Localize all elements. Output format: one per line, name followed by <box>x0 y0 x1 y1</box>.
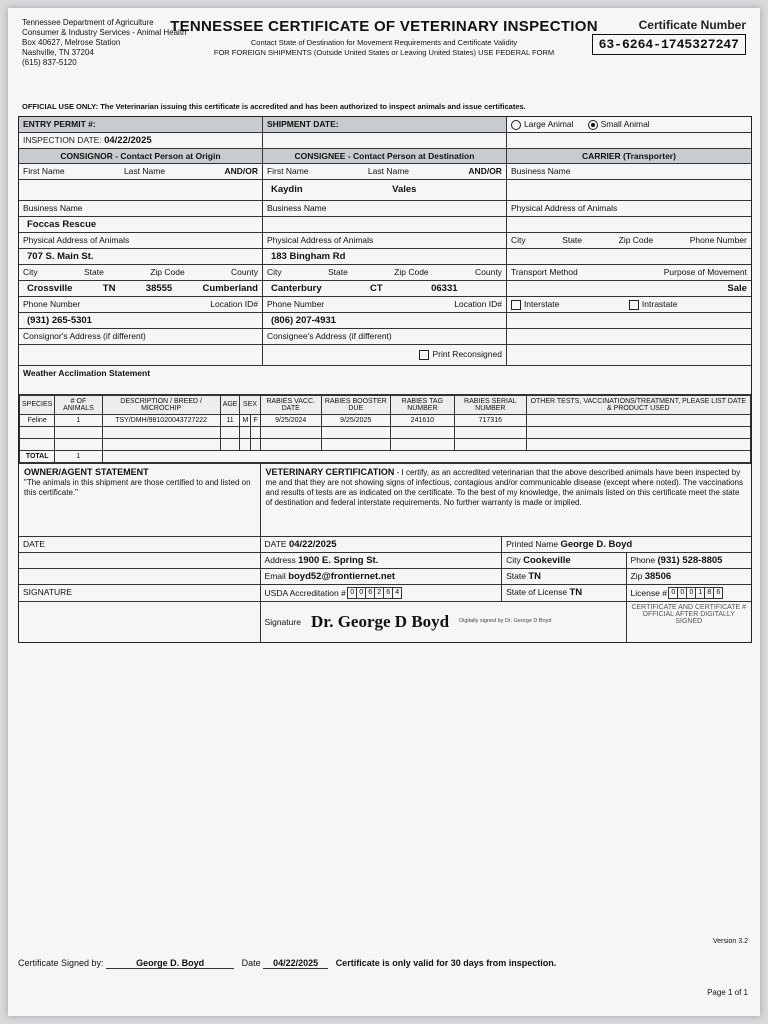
validity-note: Certificate is only valid for 30 days from inspection. <box>335 958 557 968</box>
vet-city: Cookeville <box>523 554 571 566</box>
digital-signature-stamp: Digitally signed by Dr. George D Boyd <box>459 618 552 625</box>
carrier-heading: CARRIER (Transporter) <box>507 149 751 163</box>
col-booster: RABIES BOOSTER DUE <box>321 395 390 414</box>
consignee-heading: CONSIGNEE - Contact Person at Destination <box>263 149 507 163</box>
small-animal-option[interactable]: Small Animal <box>588 119 650 130</box>
large-animal-option[interactable]: Large Animal <box>511 119 574 130</box>
col-tag: RABIES TAG NUMBER <box>390 395 454 414</box>
consignee-city: Canterbury <box>270 282 322 294</box>
intrastate-option[interactable]: Intrastate <box>629 299 677 310</box>
consignor-phone: (931) 265-5301 <box>27 314 92 326</box>
print-reconsigned-option[interactable]: Print Reconsigned <box>419 349 501 360</box>
animal-size-options <box>507 117 751 132</box>
animal-table <box>19 395 751 463</box>
col-count: # OF ANIMALS <box>55 395 102 414</box>
footer: Certificate Signed by: George D. Boyd Date 04/22/2025 Certificate is only valid for 30 days from inspection. <box>18 958 557 968</box>
vet-signature: Dr. George D Boyd <box>310 611 450 631</box>
owner-date-label: DATE <box>19 537 261 552</box>
official-use-line: OFFICIAL USE ONLY: The Veterinarian issuing this certificate is accredited and has been authorized to inspect animals and issue certificates. <box>22 102 526 111</box>
certificate-form: ENTRY PERMIT #: SHIPMENT DATE: Large Animal Small Animal INSPECTION DATE: 04/22/2025 CONSIGNOR - Contact Person at Origin CONSIGNEE - Contact Person at Destination CARRIER (Transporter) First Name Last Name AND/OR Business Name Foccas Rescue Physical Address of Animals 707 S. Main St. City State Zip Code County Crossville TN 38555 Cumberland Phone Number Location ID# (931) 265-5301 Consignor's Address (if different) First Name Last Name AND/OR Kaydin Vales Business Name Physical Address of Animals 183 Bingham Rd City State Zip Code County Canterbury CT 06331 Phone Number Location ID# (806) 207-4931 Consignee's Address (if different) Print Reconsigned Business Name Physical Address of Animals City State Zip Code Phone Number Transport Method Purpose of Movement Sale Interstate Intrastate Weather Acclimation Statement SPECIES # OF ANIMALS DESCRIPTION / BREED / MICROCHIP AGE SEX RABIES VACC. DATE RABIES BOOSTER DUE RABIES TAG NUMBER RABIES SERIAL NUMBER OTHER TESTS, VACCINATIONS/TREATMENT, PLEASE LIST DATE & PRODUCT USED Feline 1 TSY/DMH/981020043727222 11 M F 9/25/2024 9/25/2025 241610 717316 TOTAL 1 OWNER/AGENT STATEMENT "The animals in this shipment are those certified to and listed on this certificate." VETERINARY CERTIFICATION - I certify, as an accredited veterinarian that the above described animals have been inspected by me and that they are not showing signs of infectious, contagious and/or communicable disease (except where noted). The vaccinations and results of tests are as indicated on the certificate. To the best of my knowledge, the animals listed on this certificate meet the state of destination and federal interstate requirements. No further warranty is made or implied. DATE DATE 04/22/2025 Printed Name George D. Boyd Address 1900 E. Spring St. City Cookeville Phone (931) 528-8805 Email boyd52@frontiernet.net State TN Zip 38506 SIGNATURE USDA Accreditation # 0 0 6 2 6 4 State of License TN License # 0 0 0 1 8 6 Signature Dr. George D Boyd Digitally signed by Dr. George D Boyd CERTIFICATE AND CERTIFICATE # OFFICIAL AFTER DIGITALLY SIGNED <box>18 116 752 643</box>
consignee-last-name: Vales <box>392 184 417 196</box>
certificate-number-label: Certificate Number <box>638 18 746 32</box>
vet-email: boyd52@frontiernet.net <box>288 570 396 582</box>
purpose-of-movement: Sale <box>727 282 747 294</box>
col-species: SPECIES <box>20 395 55 414</box>
consignee-phone: (806) 207-4931 <box>270 314 336 326</box>
vet-signature-field: Signature Dr. George D Boyd Digitally signed by Dr. George D Boyd <box>261 602 627 642</box>
owner-agent-statement: OWNER/AGENT STATEMENT "The animals in this shipment are those certified to and listed on this certificate." <box>19 464 261 536</box>
vet-state: TN <box>528 570 541 582</box>
col-vacc-date: RABIES VACC. DATE <box>260 395 321 414</box>
vet-date: 04/22/2025 <box>288 538 337 550</box>
document-title: TENNESSEE CERTIFICATE OF VETERINARY INSPECTION <box>170 18 598 35</box>
col-sex: SEX <box>240 395 260 414</box>
weather-acclimation: Weather Acclimation Statement <box>19 366 751 395</box>
checkbox-icon <box>511 300 521 310</box>
consignor-heading: CONSIGNOR - Contact Person at Origin <box>19 149 263 163</box>
consignee-first-name: Kaydin <box>270 184 303 196</box>
table-row <box>20 426 751 438</box>
col-description: DESCRIPTION / BREED / MICROCHIP <box>102 395 220 414</box>
inspection-date: INSPECTION DATE: 04/22/2025 <box>19 133 263 148</box>
col-other: OTHER TESTS, VACCINATIONS/TREATMENT, PLEASE LIST DATE & PRODUCT USED <box>526 395 750 414</box>
vet-printed-name: George D. Boyd <box>560 538 633 550</box>
carrier-section: Business Name Physical Address of Animals City State Zip Code Phone Number Transport Method Purpose of Movement Sale Interstate Intrastate <box>507 164 751 365</box>
veterinary-certification: VETERINARY CERTIFICATION - I certify, as an accredited veterinarian that the above described animals have been inspected by me and that they are not showing signs of infectious, contagious and/or communicable disease (except where noted). The vaccinations and results of tests are as indicated on the certificate. To the best of my knowledge, the animals listed on this certificate meet the state of destination and federal interstate requirements. No further warranty is made or implied. <box>265 466 744 507</box>
table-total-row: TOTAL 1 <box>20 450 751 462</box>
consignor-section: First Name Last Name AND/OR Business Name Foccas Rescue Physical Address of Animals 707 S. Main St. City State Zip Code County Crossville TN 38555 Cumberland Phone Number Location ID# (931) 265-5301 Consignor's Address (if different) <box>19 164 263 365</box>
entry-permit-label: ENTRY PERMIT #: <box>19 117 263 132</box>
accreditation-number: 0 0 6 2 6 4 <box>348 587 402 599</box>
consignor-city: Crossville <box>27 282 73 294</box>
radio-icon <box>511 120 521 130</box>
checkbox-icon <box>629 300 639 310</box>
digital-sign-note: CERTIFICATE AND CERTIFICATE # OFFICIAL AFTER DIGITALLY SIGNED <box>631 603 747 625</box>
owner-signature-label: SIGNATURE <box>19 585 261 601</box>
version-label: Version 3.2 <box>712 938 748 945</box>
certificate-page <box>8 8 760 1016</box>
radio-selected-icon <box>588 120 598 130</box>
page-number: Page 1 of 1 <box>707 988 748 997</box>
col-serial: RABIES SERIAL NUMBER <box>455 395 527 414</box>
footer-date: 04/22/2025 <box>263 958 328 969</box>
shipment-date-label: SHIPMENT DATE: <box>263 117 507 132</box>
certificate-signer: George D. Boyd <box>106 958 234 969</box>
consignee-section: First Name Last Name AND/OR Kaydin Vales Business Name Physical Address of Animals 183 Bingham Rd City State Zip Code County Canterbury CT 06331 Phone Number Location ID# (806) 207-4931 Consignee's Address (if different) Print Reconsigned <box>263 164 507 365</box>
certificate-number: 63-6264-1745327247 <box>592 34 746 55</box>
consignor-address: 707 S. Main St. <box>27 250 94 262</box>
col-age: AGE <box>220 395 240 414</box>
interstate-option[interactable]: Interstate <box>511 299 559 310</box>
table-row <box>20 438 751 450</box>
vet-address: 1900 E. Spring St. <box>298 554 379 566</box>
consignor-business: Foccas Rescue <box>27 218 97 230</box>
agency-address: Tennessee Department of Agriculture Consumer & Industry Services - Animal Health Box 40627, Melrose Station Nashville, TN 37204 (615) 837-5120 <box>22 18 187 67</box>
vet-phone: (931) 528-8805 <box>657 554 723 566</box>
subtitle-line-2: FOR FOREIGN SHIPMENTS (Outside United States or Leaving United States) USE FEDERAL FORM <box>213 48 555 57</box>
checkbox-icon <box>419 350 429 360</box>
subtitle-line-1: Contact State of Destination for Movement Requirements and Certificate Validity <box>250 38 518 47</box>
certificate-number-box <box>592 18 746 55</box>
header <box>8 8 760 128</box>
animal-table-wrap <box>19 395 751 464</box>
consignee-address: 183 Bingham Rd <box>270 250 346 262</box>
table-row: Feline 1 TSY/DMH/981020043727222 11 M F 9/25/2024 9/25/2025 241610 717316 <box>20 414 751 426</box>
vet-zip: 38506 <box>644 570 672 582</box>
license-number: 0 0 0 1 8 6 <box>669 587 723 599</box>
